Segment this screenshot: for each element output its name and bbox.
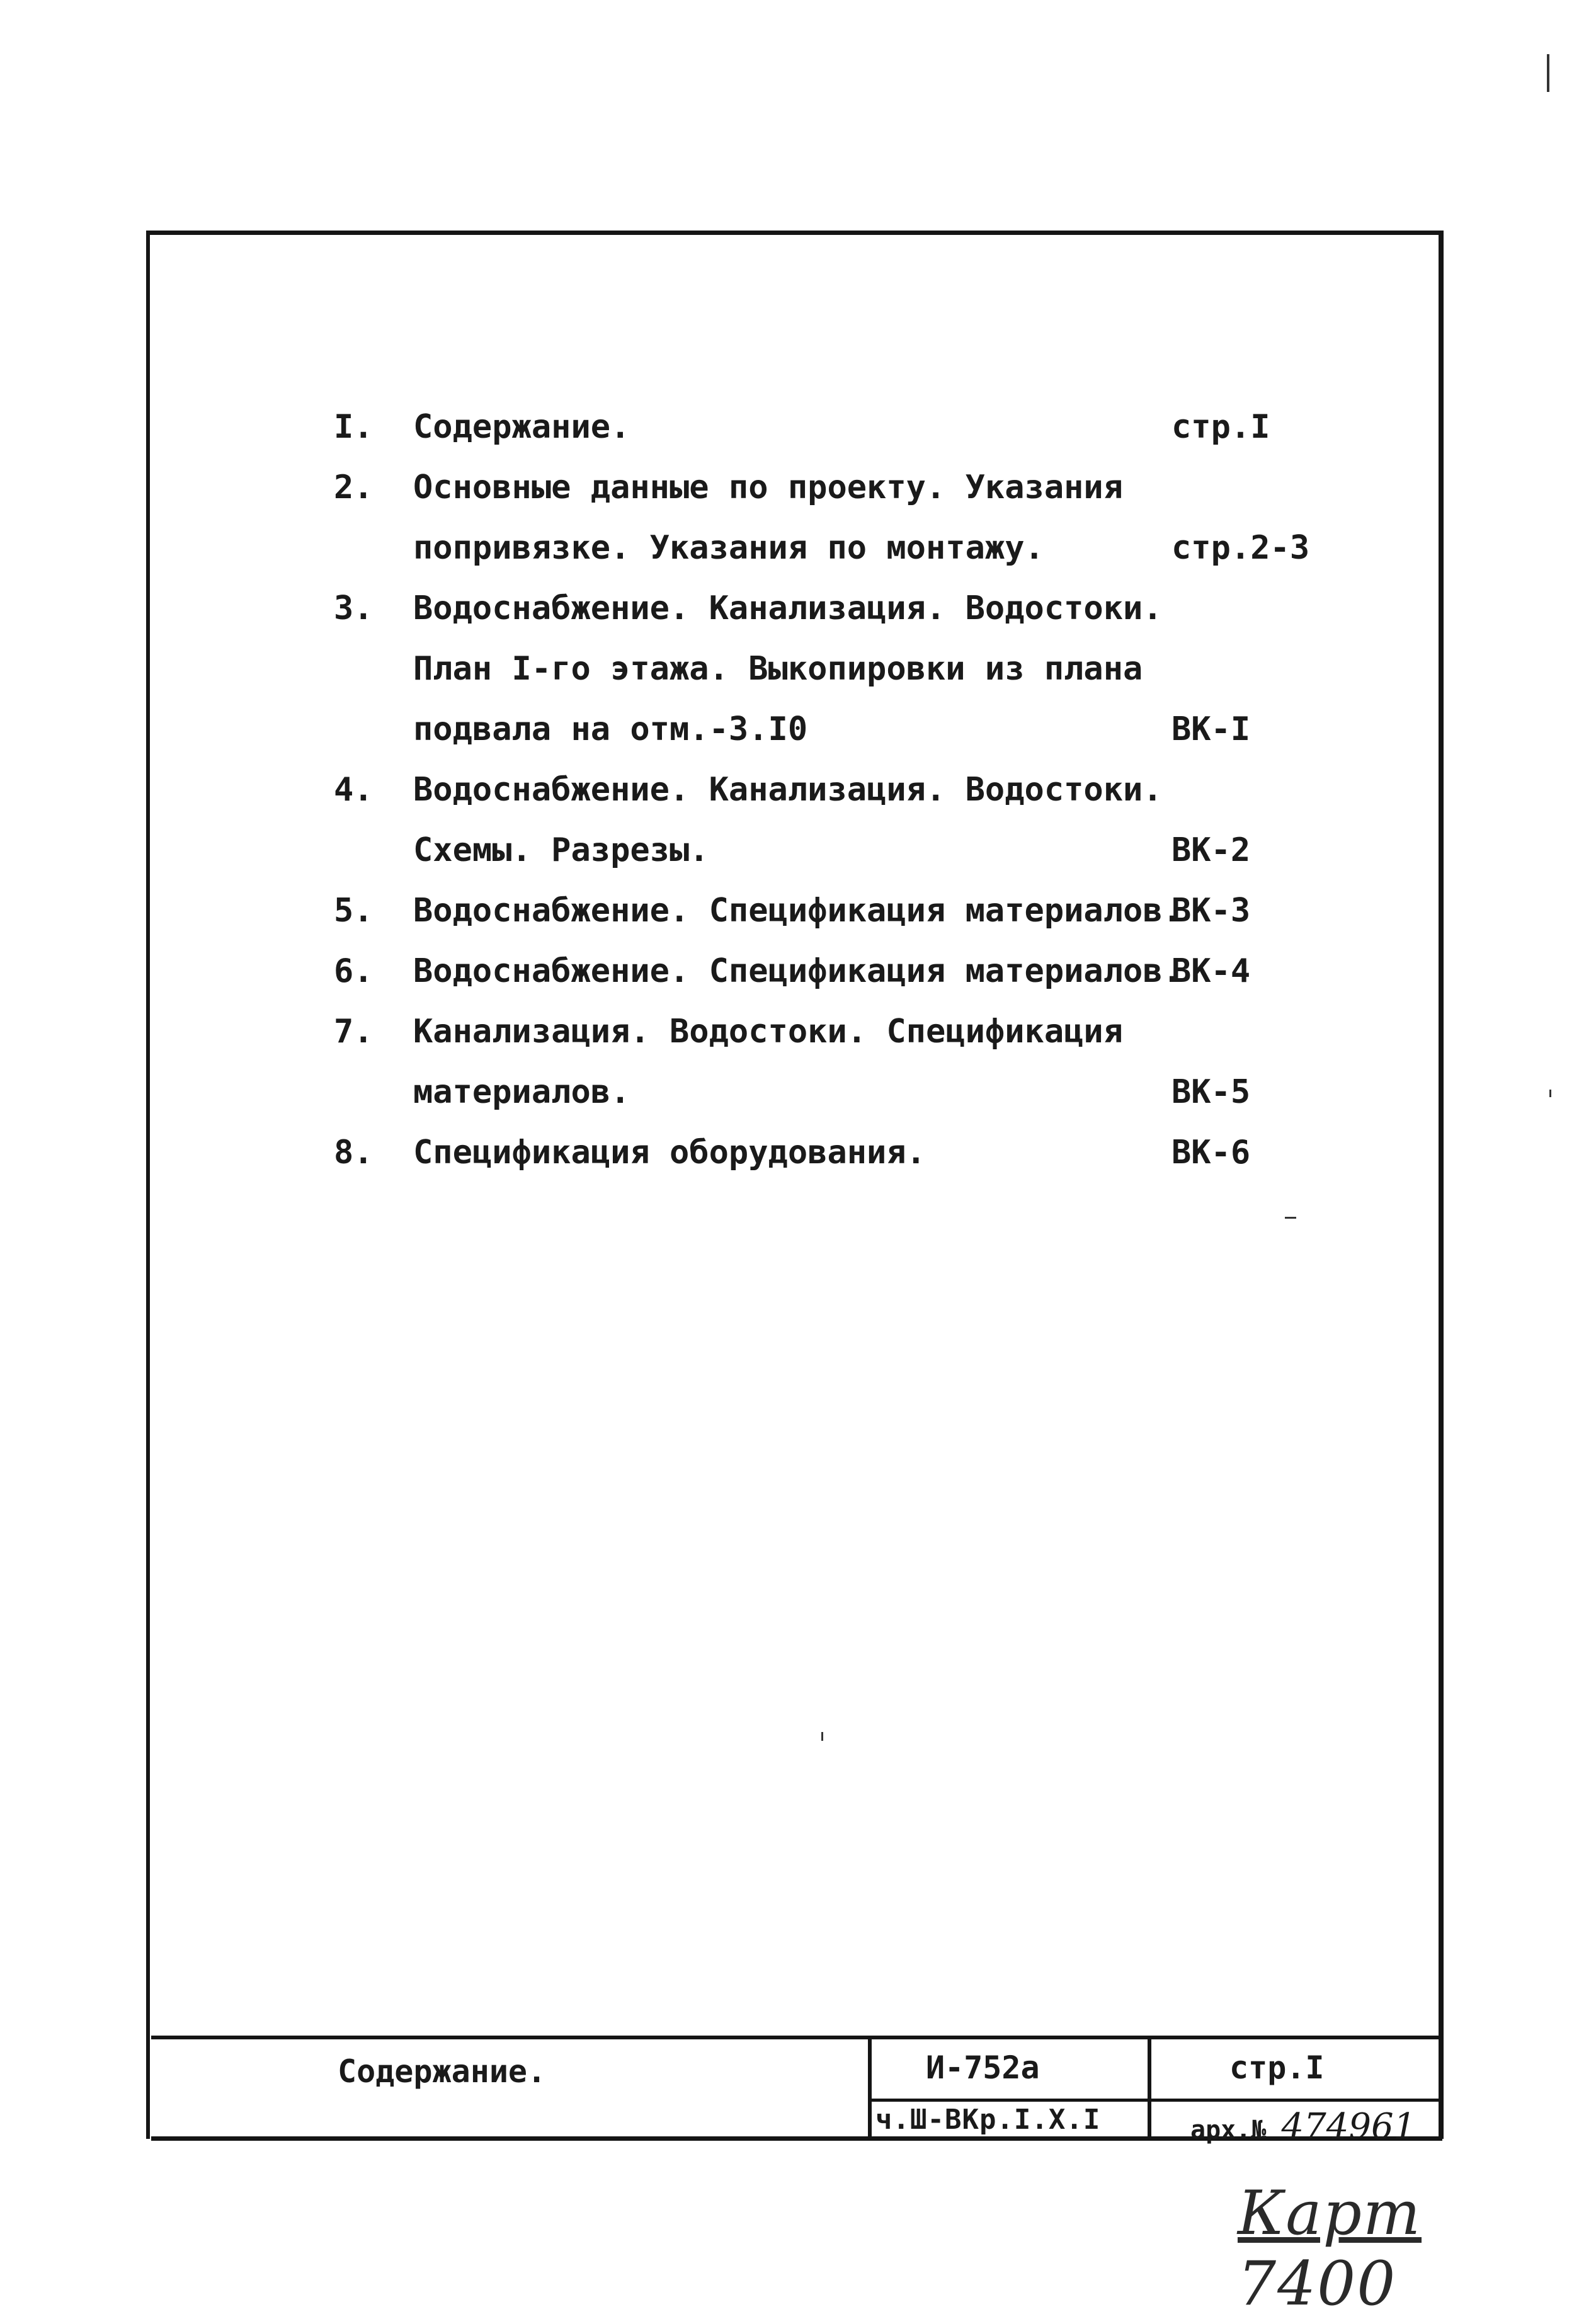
title-block-code: И-752а	[926, 2049, 1040, 2086]
toc-page: стр.2-3	[1171, 529, 1310, 567]
title-block	[151, 2036, 1442, 2147]
scan-mark	[1549, 1090, 1551, 1097]
toc-row	[334, 457, 1316, 518]
archive-label: арх.№	[1190, 2116, 1267, 2145]
toc-text: Водоснабжение. Спецификация материалов.	[413, 892, 1182, 930]
toc-page: ВК-3	[1171, 892, 1251, 930]
toc-row	[334, 760, 1316, 820]
toc-text: Спецификация оборудования.	[413, 1134, 926, 1171]
toc-number: 2.	[334, 469, 373, 506]
handwritten-note	[1238, 2178, 1596, 2319]
toc-row	[334, 639, 1316, 699]
toc-text: Водоснабжение. Канализация. Водостоки.	[413, 771, 1163, 809]
toc-number: 4.	[334, 771, 373, 809]
title-block-divider	[868, 2036, 872, 2136]
toc-row	[334, 1062, 1316, 1122]
archive-number	[1190, 2106, 1416, 2147]
toc-number: 8.	[334, 1134, 373, 1171]
toc-row	[334, 518, 1316, 578]
toc-page: ВК-4	[1171, 952, 1251, 990]
toc-page: ВК-5	[1171, 1073, 1251, 1111]
toc-row	[334, 941, 1316, 1001]
scan-mark	[821, 1732, 823, 1741]
toc-text: План I-го этажа. Выкопировки из плана	[413, 650, 1143, 688]
toc-row	[334, 699, 1316, 760]
handwritten-number: 7400	[1238, 2248, 1397, 2319]
scan-mark	[1547, 54, 1549, 92]
title-block-divider	[1148, 2036, 1151, 2136]
toc-text: Водоснабжение. Спецификация материалов.	[413, 952, 1182, 990]
toc-text: попривязке. Указания по монтажу.	[413, 529, 1044, 567]
toc-row	[334, 820, 1316, 880]
toc-text: Содержание.	[413, 408, 630, 446]
scan-mark	[1285, 1217, 1296, 1219]
toc-number: 5.	[334, 892, 373, 930]
toc-row	[334, 578, 1316, 639]
title-block-title: Содержание.	[338, 2053, 547, 2090]
toc-row	[334, 880, 1316, 941]
toc-page: ВК-I	[1171, 710, 1251, 748]
title-block-top-line	[151, 2036, 1442, 2039]
toc-text: Канализация. Водостоки. Спецификация	[413, 1013, 1124, 1051]
toc-page: стр.I	[1171, 408, 1270, 446]
handwritten-word: Карт	[1238, 2178, 1422, 2248]
toc-text: Основные данные по проекту. Указания	[413, 469, 1124, 506]
title-block-page: стр.I	[1229, 2049, 1325, 2086]
toc-text: подвала на отм.-3.I0	[413, 710, 808, 748]
toc-text: Водоснабжение. Канализация. Водостоки.	[413, 590, 1163, 627]
archive-number-value: 474961	[1281, 2106, 1416, 2147]
toc-text: материалов.	[413, 1073, 630, 1111]
toc-row	[334, 1001, 1316, 1062]
toc-row	[334, 1122, 1316, 1183]
toc-page: ВК-6	[1171, 1134, 1251, 1171]
table-of-contents	[334, 397, 1316, 1183]
toc-number: 6.	[334, 952, 373, 990]
toc-number: 7.	[334, 1013, 373, 1051]
toc-text: Схемы. Разрезы.	[413, 831, 709, 869]
toc-number: 3.	[334, 590, 373, 627]
title-block-subcode: ч.Ш-ВКр.I.X.I	[875, 2104, 1101, 2136]
toc-page: ВК-2	[1171, 831, 1251, 869]
title-block-middle-line	[868, 2099, 1442, 2102]
toc-number: I.	[334, 408, 373, 446]
toc-row	[334, 397, 1316, 457]
